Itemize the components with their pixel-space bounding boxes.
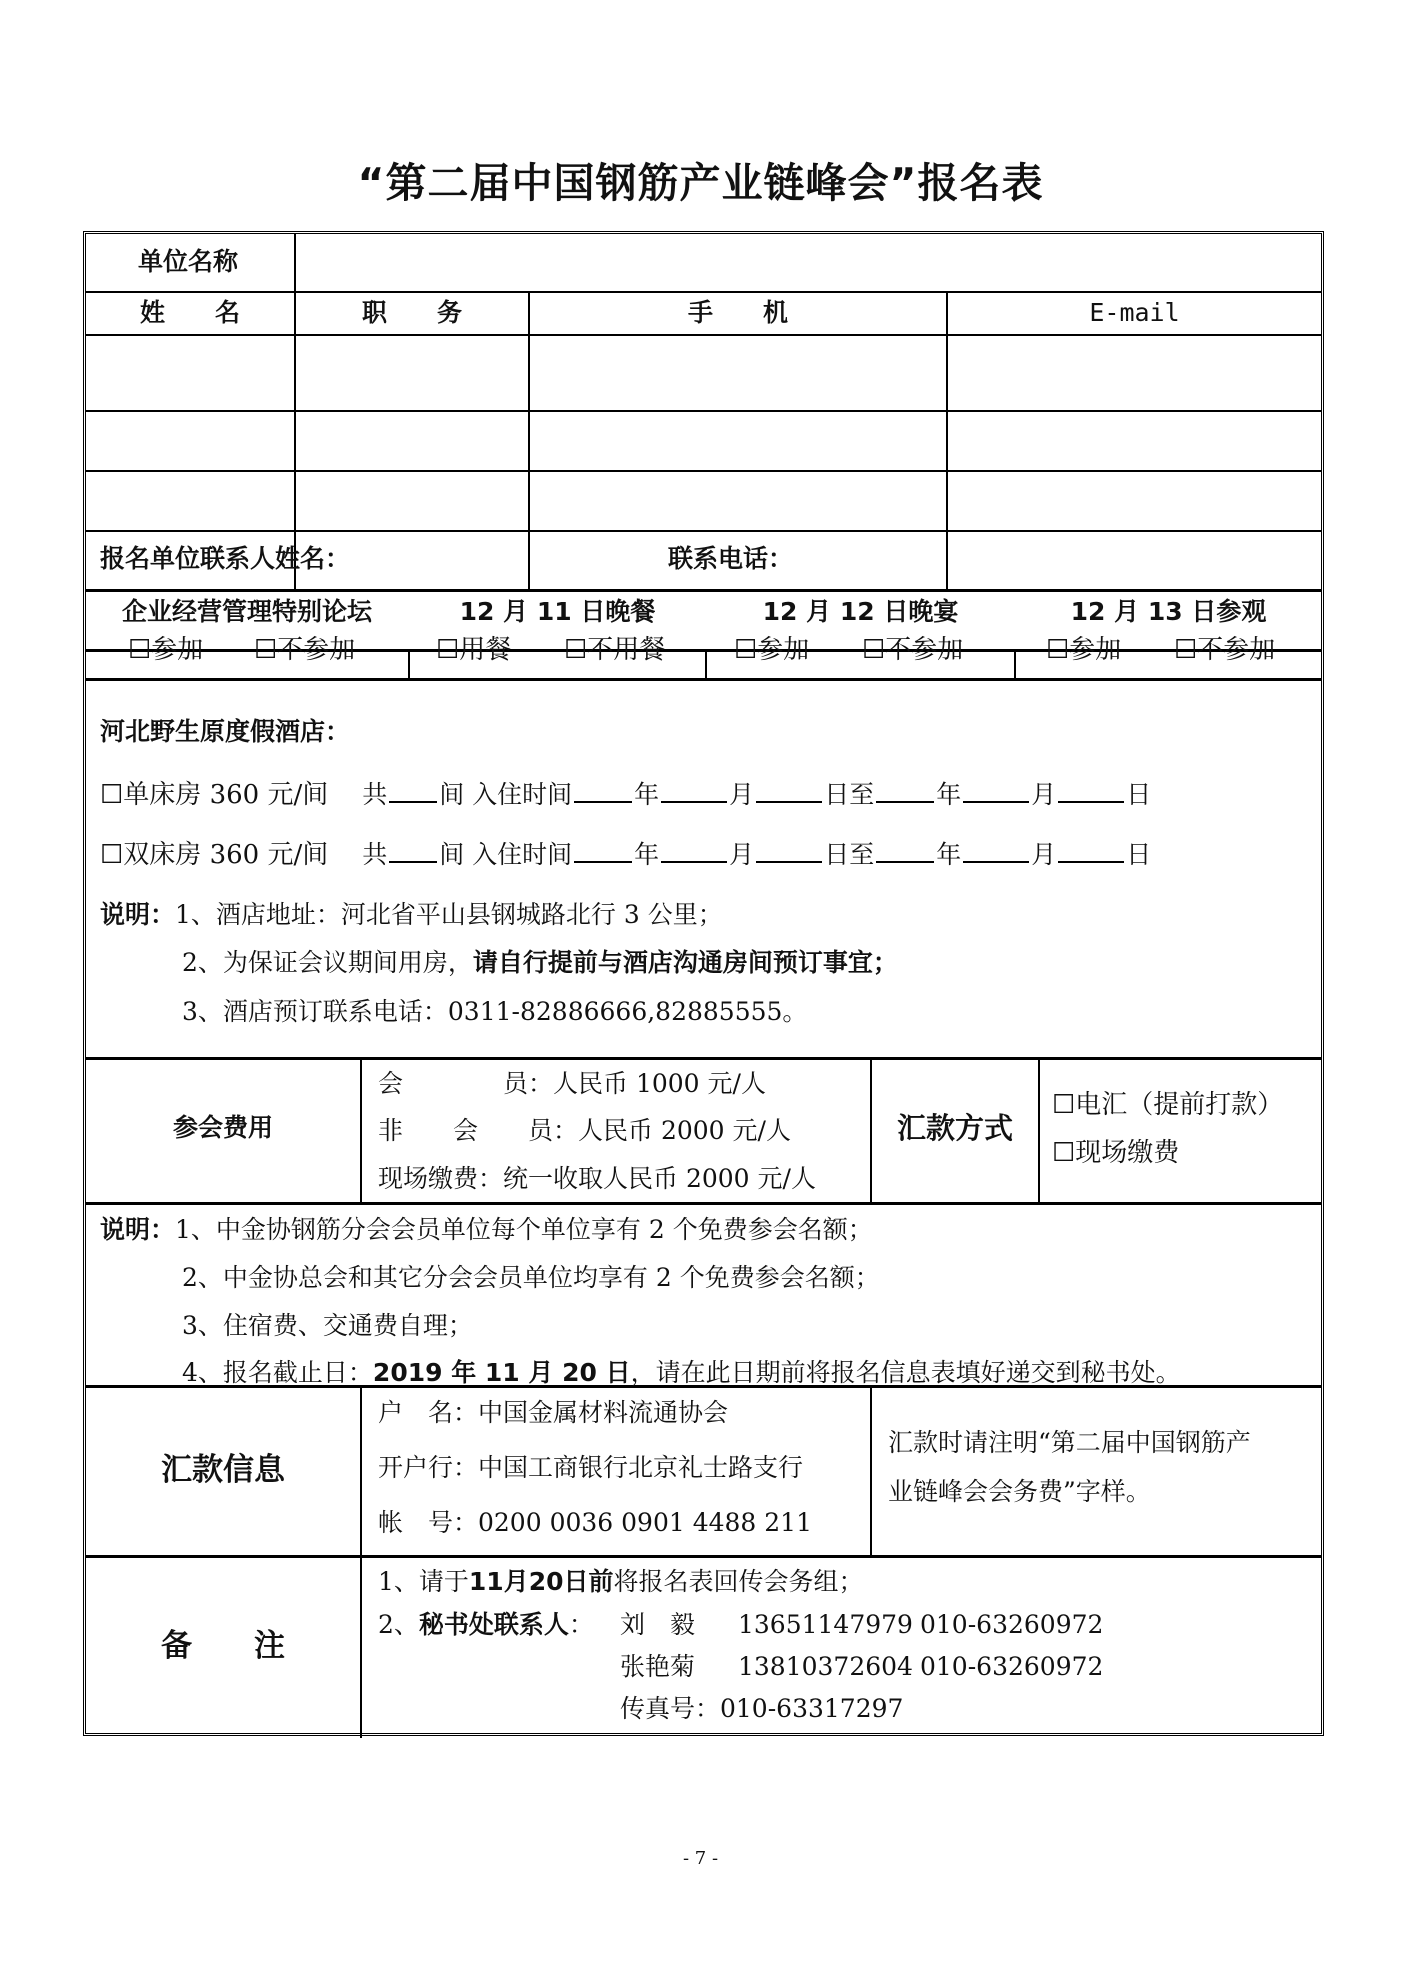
day-field[interactable] [756,839,822,863]
hotel-note-emphasis: 请自行提前与酒店沟通房间预订事宜； [472,948,898,977]
note-text: 1、中金协钢筋分会会员单位每个单位享有 2 个免费参会名额； [175,1215,873,1244]
attendee-row[interactable] [86,336,1321,410]
year-field[interactable] [574,779,632,803]
remark-2 [378,1612,594,1637]
year-label: 年 [634,780,660,809]
contact-2-phone: 010-63260972 [920,1652,1104,1681]
hotel-name: 河北野生原度假酒店： [100,717,351,746]
hotel-note-text: 1、酒店地址：河北省平山县钢城路北行 3 公里； [175,900,723,929]
day-field[interactable] [1058,839,1124,863]
secretariat-contact-label: 秘书处联系人 [418,1610,569,1639]
event-option-decline[interactable]: ☐不参加 [862,635,964,665]
month-label: 月 [1031,840,1057,869]
bank-name: 开户行：中国工商银行北京礼士路支行 [378,1453,804,1482]
day-to-label: 日至 [824,840,875,869]
contact-1-mobile: 13651147979 [738,1610,913,1639]
day-to-label: 日至 [824,780,875,809]
contact-phone-label: 联系电话： [668,544,794,573]
checkin-label: 间 入住时间 [439,840,573,869]
remark-text: ： [568,1610,594,1639]
contact-2-name: 张艳菊 [620,1652,696,1681]
unit-name-label: 单位名称 [138,247,239,276]
event-option-attend[interactable]: ☐参加 [1046,635,1122,665]
event-option-attend[interactable]: ☐参加 [128,635,204,665]
pay-option-onsite[interactable]: ☐现场缴费 [1052,1138,1180,1168]
unit-name-field[interactable] [298,234,1318,290]
payment-method-label: 汇款方式 [896,1111,1013,1145]
account-name: 户 名：中国金属材料流通协会 [378,1398,729,1427]
fee-onsite: 现场缴费：统一收取人民币 2000 元/人 [378,1164,816,1193]
qty-label: 共 [362,840,388,869]
deadline-date: 2019 年 11 月 20 日 [372,1358,631,1387]
room-double-option[interactable]: ☐双床房 360 元/间 [100,840,329,870]
remarks-label: 备 注 [161,1628,285,1664]
contact-1-name: 刘 毅 [620,1610,696,1639]
hotel-note-label: 说明： [100,900,176,929]
note-text: ，请在此日期前将报名信息表填好递交到秘书处。 [630,1358,1181,1387]
note-3: 3、住宿费、交通费自理； [182,1311,473,1340]
note-2: 2、中金协总会和其它分会会员单位均享有 2 个免费参会名额； [182,1263,880,1292]
page-number: - 7 - [682,1848,719,1869]
month-field[interactable] [661,779,727,803]
contact-2-mobile: 13810372604 [738,1652,913,1681]
event-title: 企业经营管理特别论坛 [121,597,372,626]
event-title: 12 月 12 日晚宴 [762,597,959,626]
month-field[interactable] [661,839,727,863]
room-double-row [100,839,1151,868]
contact-name-label: 报名单位联系人姓名： [100,544,351,573]
note-4 [182,1360,1181,1385]
day-field[interactable] [756,779,822,803]
month-label: 月 [1031,780,1057,809]
header-position: 职 务 [361,298,462,327]
header-email: E-mail [1089,298,1180,327]
event-option-decline[interactable]: ☐不参加 [254,635,356,665]
note-label: 说明： [100,1215,176,1244]
fee-nonmember: 非 会 员：人民币 2000 元/人 [378,1116,791,1145]
fee-member: 会 员：人民币 1000 元/人 [378,1069,766,1098]
year-field[interactable] [876,839,934,863]
day-label: 日 [1126,780,1152,809]
registration-form [83,231,1324,1736]
remittance-memo: 业链峰会会务费”字样。 [888,1477,1151,1506]
room-qty-field[interactable] [389,839,437,863]
event-option-attend[interactable]: ☐用餐 [436,635,512,665]
remittance-memo: 汇款时请注明“第二届中国钢筋产 [888,1428,1251,1457]
fees-label: 参会费用 [172,1113,273,1142]
day-label: 日 [1126,840,1152,869]
form-title: “第二届中国钢筋产业链峰会”报名表 [357,159,1044,207]
hotel-note-2 [182,950,898,975]
header-name: 姓 名 [139,298,240,327]
event-title: 12 月 11 日晚餐 [459,597,656,626]
remittance-label: 汇款信息 [161,1452,285,1488]
attendee-row[interactable] [86,412,1321,470]
year-label: 年 [634,840,660,869]
fax-number: 传真号：010-63317297 [620,1694,904,1723]
year-label: 年 [936,840,962,869]
note-1 [100,1217,873,1242]
event-title: 12 月 13 日参观 [1070,597,1267,626]
room-qty-field[interactable] [389,779,437,803]
year-field[interactable] [876,779,934,803]
remark-deadline: 11月20日前 [468,1567,614,1596]
day-field[interactable] [1058,779,1124,803]
hotel-note-text: 2、为保证会议期间用房， [182,948,473,977]
remark-1 [378,1569,864,1594]
hotel-note-1 [100,902,723,927]
attendee-row[interactable] [86,472,1321,530]
contact-1-phone: 010-63260972 [920,1610,1104,1639]
remark-text: 1、请于 [378,1567,469,1596]
event-option-decline[interactable]: ☐不参加 [1174,635,1276,665]
checkin-label: 间 入住时间 [439,780,573,809]
remark-text: 2、 [378,1610,419,1639]
note-text: 4、报名截止日： [182,1358,373,1387]
room-single-row [100,779,1151,808]
qty-label: 共 [362,780,388,809]
header-mobile: 手 机 [687,298,788,327]
month-label: 月 [729,780,755,809]
event-option-decline[interactable]: ☐不用餐 [564,635,666,665]
remark-text: 将报名表回传会务组； [613,1567,864,1596]
account-number: 帐 号：0200 0036 0901 4488 211 [378,1508,812,1537]
year-field[interactable] [574,839,632,863]
event-option-attend[interactable]: ☐参加 [734,635,810,665]
room-single-option[interactable]: ☐单床房 360 元/间 [100,780,329,810]
year-label: 年 [936,780,962,809]
month-field[interactable] [963,839,1029,863]
hotel-note-3: 3、酒店预订联系电话：0311-82886666,82885555。 [182,997,808,1026]
month-label: 月 [729,840,755,869]
month-field[interactable] [963,779,1029,803]
pay-option-wire[interactable]: ☐电汇（提前打款） [1052,1090,1284,1120]
